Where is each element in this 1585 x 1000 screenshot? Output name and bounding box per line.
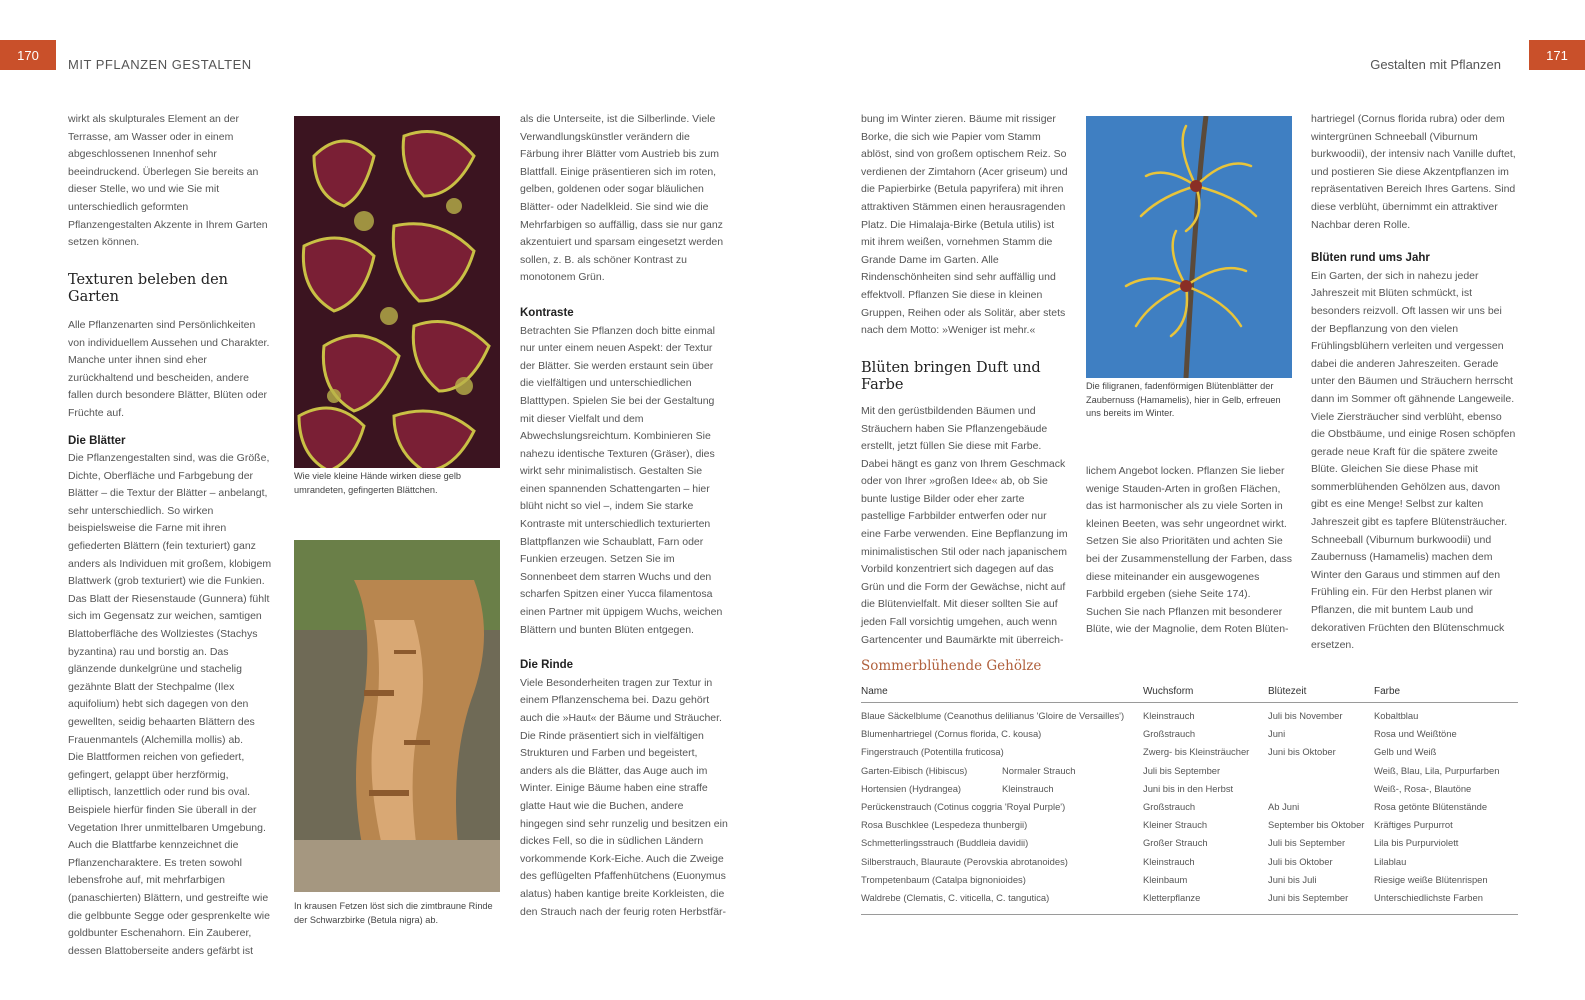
paragraph: wirkt als skulpturales Element an der Terrasse, am Wasser oder in einem abgeschlossenen Innenhof sehr beeindruckend. Überlegen Sie bereits an dieser Stelle, wo und wie Sie mit unterschiedlich geformten Pflanzengestalten Akzente in Ihrem Garten setzen können.: [68, 113, 268, 249]
column-header-name: Name: [861, 686, 888, 697]
paragraph: Betrachten Sie Pflanzen doch bitte einmal nur unter einem neuen Aspekt: der Textur der Blätter. Sie werden erstaunt sein über die vielfältigen und unterschiedlichen Blatttypen. Spielen Sie bei der Gestaltung mit dieser Vielfalt und dem Abwechslungsreichtum. Kombinieren Sie nahezu identische Texturen (Gräser), dies wirkt sehr minimalistisch. Gestalten Sie einen spannenden Schattengarten – hier blüht nicht so viel –, indem Sie starke Kontraste mit unterschiedlich texturierten Blattpflanzen wie Schaublatt, Farn oder Funkien erzeugen. Setzen Sie im Sonnenbeet dem starren Wuchs und den scharfen Spitzen einer Yucca filamentosa einen Partner mit üppigem Wuchs, weichen Blättern und bunten Blüten entgegen.: [520, 324, 723, 636]
table-row: [861, 765, 1518, 783]
table-row: [861, 874, 1518, 892]
cell-growth: Zwerg- bis Kleinsträucher: [1143, 746, 1250, 758]
cell-name: Silberstrauch, Blauraute (Perovskia abrotanoides): [861, 855, 1068, 867]
birch-bark-image: [294, 540, 500, 892]
table-row: [861, 728, 1518, 746]
coleus-leaves-photo: [294, 116, 500, 468]
cell-color: Rosa und Weißtöne: [1374, 728, 1457, 740]
hamamelis-image: [1086, 116, 1292, 378]
cell-growth: Kletterpflanze: [1143, 891, 1201, 903]
paragraph: Ein Garten, der sich in nahezu jeder Jahreszeit mit Blüten schmückt, ist besonders reizvoll. Oft lassen wir uns bei der Bepflanzung von den vielen Frühlingsblühern verleiten und vergessen dabei die anderen Jahreszeiten. Gerade unter den Bäumen und Sträuchern herrscht dann im Sommer oft gähnende Langeweile. Viele Ziersträucher sind verblüht, ebenso die Obstbäume, und einige Rosen schöpfen gerade neue Kraft für die spätere zweite Blüte. Gleichen Sie diese Phase mit sommerblühenden Gehölzen aus, davon gibt es eine Menge! Selbst zur kalten Jahreszeit gibt es tapfere Blütensträucher. Schneeball (Viburnum burkwoodii) und Zaubernuss (Hamamelis) machen dem Winter den Garaus und stimmen auf den Frühling ein. Für den Herbst planen wir Pflanzen, die mit buntem Laub und dekorativen Früchten den Blütenschmuck ersetzen.: [1311, 269, 1516, 652]
cell-color: Weiß, Blau, Lila, Purpurfarben: [1374, 764, 1500, 776]
table-body: [861, 703, 1518, 915]
column-header-growth: Wuchsform: [1143, 686, 1194, 697]
sub-heading: Die Rinde: [520, 659, 574, 672]
cell-name: Fingerstrauch (Potentilla fruticosa): [861, 746, 1004, 758]
paragraph: als die Unterseite, ist die Silberlinde. Viele Verwandlungskünstler verändern die Färbung ihrer Blätter vom Austrieb bis zum Blattfall. Einige präsentieren sich im roten, gelben, goldenen oder sogar bläulichen Blätter- oder Nadelkleid. Sie sind wie die Mehrfarbigen so auffällig, dass sie nur ganz akzentuiert und sparsam eingesetzt werden sollen, z. B. als schöner Kontrast zu monotonem Grün.: [520, 113, 724, 284]
cell-bloom: Juli bis September: [1268, 837, 1346, 849]
cell-color: Kobaltblau: [1374, 710, 1419, 721]
paragraph: Viele Besonderheiten tragen zur Textur in einem Pflanzenschema bei. Dazu gehört auch die »Haut« der Bäume und Sträucher. Die Rinde präsentiert sich in vielfältigen Strukturen und Farben und begeistert, anders als die Blätter, das Auge auch im Winter. Einige Bäume haben eine straffe glatte Haut wie die Buchen, andere hingegen sind sehr runzelig und besitzen ein dickes Fell, so die in südlichen Ländern vorkommende Kork-Eiche. Auch die Zweige des geflügelten Pfaffenhütchens (Euonymus alatus) haben kantige breite Korkleisten, die den Strauch nach der feurig roten Herbstfär-: [520, 676, 728, 918]
table-row: [861, 837, 1518, 855]
cell-growth: Kleiner Strauch: [1143, 819, 1208, 831]
paragraph: lichem Angebot locken. Pflanzen Sie lieber wenige Stauden-Arten in großen Flächen, das ist harmonischer als zu viele Sorten in kleinen Beeten, was sehr ungeordnet wirkt. Setzen Sie also Prioritäten und achten Sie bei der Zusammenstellung der Farben, dass diese miteinander ein ausgewogenes Farbbild ergeben (siehe Seite 174).: [1086, 465, 1293, 601]
cell-growth: Kleinstrauch: [1143, 855, 1195, 867]
cell-name: Waldrebe (Clematis, C. viticella, C. tangutica): [861, 891, 1050, 903]
cell-growth: Kleinstrauch: [1002, 782, 1054, 794]
column-header-bloom: Blütezeit: [1268, 686, 1307, 697]
table-row: [861, 710, 1518, 728]
cell-name: Rosa Buschklee (Lespedeza thunbergii): [861, 819, 1028, 831]
sub-heading: Blüten rund ums Jahr: [1311, 252, 1430, 265]
cell-color: Kräftiges Purpurrot: [1374, 819, 1453, 831]
cell-name: Hortensien (Hydrangea): [861, 782, 962, 794]
table-row: [861, 892, 1518, 910]
text-column-6: [1311, 111, 1518, 655]
paragraph: Die Pflanzengestalten sind, was die Größe, Dichte, Oberfläche und Farbgebung der Blätter – die Textur der Blätter – anbelangt, sehr unterschiedlich. So wirken beispielsweise die Farne mit ihren gefiederten Blättern (fein texturiert) ganz anders als Individuen mit großem, klobigem Blattwerk (grob texturiert) wie die Funkien. Das Blatt der Riesenstaude (Gunnera) fühlt sich im Gegensatz zur weichen, samtigen Blattoberfläche des Wollziestes (Stachys byzantina) rau und borstig an. Das glänzende dunkelgrüne und stachelig gezähnte Blatt der Stechpalme (Ilex aquifolium) hebt sich dagegen von den gewellten, seidig behaarten Blättern des Frauenmantels (Alchemilla mollis) ab.: [68, 452, 272, 746]
cell-growth: Großstrauch: [1143, 728, 1196, 740]
cell-growth: Kleinstrauch: [1143, 710, 1195, 721]
coleus-leaves-image: [294, 116, 500, 468]
coleus-caption: Wie viele kleine Hände wirken diese gelb umrandeten, gefingerten Blättchen.: [294, 471, 461, 495]
plants-table: [861, 686, 1518, 915]
paragraph: Suchen Sie nach Pflanzen mit besonderer Blüte, wie der Magnolie, dem Roten Blüten-: [1086, 605, 1289, 636]
paragraph: Auch die Blattfarbe kennzeichnet die Pflanzencharaktere. Es treten sowohl lebensfrohe auf, mit mehrfarbigen (panaschierten) Blättern, und gestreifte wie die gelbbunte Segge oder gesprenkelte wie goldbunter Eschenahorn. Ein Zauberer, dessen Blattoberseite anders gefärbt ist: [68, 839, 270, 957]
table-header: [861, 686, 1518, 703]
cell-growth: Normaler Strauch: [1002, 764, 1076, 776]
text-column-3: [520, 111, 728, 921]
cell-color: Rosa getönte Blütenstände: [1374, 800, 1488, 812]
cell-name: Garten-Eibisch (Hibiscus): [861, 764, 968, 776]
paragraph: Mit den gerüstbildenden Bäumen und Sträuchern haben Sie Pflanzengebäude erstellt, jetzt füllen Sie diese mit Farbe. Dabei hängt es ganz von Ihrem Geschmack oder von Ihrer »großen Idee« ab, ob Sie bunte lustige Bilder oder eher zarte pastellige Farbbilder entwerfen oder nur eine Farbe verwenden. Eine Bepflanzung im minimalistischen Stil oder nach japanischem Vorbild konzentriert sich dagegen auf das Grün und die Form der Gewächse, nicht auf die Blütenvielfalt. Mit dieser sollten Sie auf jeden Fall vorsichtig umgehen, auch wenn Gartencenter und Baumärkte mit überreich-: [861, 404, 1068, 646]
paragraph: Alle Pflanzenarten sind Persönlichkeiten von individuellem Aussehen und Charakter. Manche unter ihnen sind eher zurückhaltend und bescheiden, andere fallen durch besondere Blätter, Blüten oder Früchte auf.: [68, 318, 270, 419]
cell-bloom: Juni bis September: [1268, 891, 1349, 903]
hamamelis-caption: Die filigranen, fadenförmigen Blütenblätter der Zaubernuss (Hamamelis), hier in Gelb, erfreuen uns bereits im Winter.: [1086, 381, 1281, 418]
text-column-5: [1086, 463, 1294, 639]
cell-name: Schmetterlingsstrauch (Buddleia davidii): [861, 837, 1029, 849]
birch-caption: In krausen Fetzen löst sich die zimtbraune Rinde der Schwarzbirke (Betula nigra) ab.: [294, 901, 493, 925]
table-row: [861, 856, 1518, 874]
cell-growth: Großer Strauch: [1143, 837, 1208, 849]
cell-color: Gelb und Weiß: [1374, 746, 1437, 758]
cell-growth: Großstrauch: [1143, 800, 1196, 812]
sub-heading: Kontraste: [520, 306, 574, 319]
cell-name: Trompetenbaum (Catalpa bignonioides): [861, 873, 1026, 885]
cell-color: Weiß-, Rosa-, Blautöne: [1374, 782, 1472, 794]
cell-bloom: Ab Juni: [1268, 800, 1300, 812]
running-title-right: Gestalten mit Pflanzen: [1370, 57, 1501, 72]
text-column-4: [861, 111, 1069, 649]
cell-bloom: Juli bis September: [1143, 764, 1221, 776]
cell-bloom: Juni bis Juli: [1268, 873, 1317, 885]
cell-name: Blumenhartriegel (Cornus florida, C. kousa): [861, 728, 1042, 740]
page-number-left: 170: [0, 40, 56, 70]
cell-growth: Kleinbaum: [1143, 873, 1188, 885]
cell-name: Blaue Säckelblume (Ceanothus delilianus 'Gloire de Versailles'): [861, 710, 1125, 721]
birch-bark-photo: [294, 540, 500, 892]
table-row: [861, 746, 1518, 764]
table-row: [861, 819, 1518, 837]
cell-bloom: Juni bis in den Herbst: [1143, 782, 1234, 794]
sub-heading: Die Blätter: [68, 434, 126, 447]
table-title: Sommerblühende Gehölze: [861, 658, 1042, 674]
cell-color: Lilablau: [1374, 855, 1407, 867]
column-header-color: Farbe: [1374, 686, 1401, 697]
section-heading: Blüten bringen Duft und Farbe: [861, 359, 1041, 394]
hamamelis-photo: [1086, 116, 1292, 378]
cell-bloom: Juni: [1268, 728, 1286, 740]
page-number-right: 171: [1529, 40, 1585, 70]
section-heading: Texturen beleben den Garten: [68, 271, 229, 306]
paragraph: bung im Winter zieren. Bäume mit rissiger Borke, die sich wie Papier vom Stamm ablöst, sind von großem optischem Reiz. So verdienen der Zimtahorn (Acer griseum) und die Papierbirke (Betula papyrifera) mit ihren attraktiven Stämmen einen herausragenden Platz. Die Himalaja-Birke (Betula utilis) ist mit ihrem weißen, vornehmen Stamm die Grande Dame im Garten. Alle Rindenschönheiten sind sehr auffällig und effektvoll. Pflanzen Sie diese in kleinen Gruppen, Reihen oder als Solitär, aber stets nach dem Motto: »Weniger ist mehr.«: [861, 113, 1068, 337]
table-row: [861, 783, 1518, 801]
running-title-left: MIT PFLANZEN GESTALTEN: [68, 57, 252, 72]
cell-bloom: Juni bis Oktober: [1268, 746, 1336, 758]
cell-color: Riesige weiße Blütenrispen: [1374, 873, 1488, 885]
paragraph: Die Blattformen reichen von gefiedert, gefingert, gelappt über herzförmig, elliptisch, lanzettlich oder rund bis oval. Beispiele hierfür finden Sie überall in der Vegetation Ihrer unmittelbaren Umgebung.: [68, 751, 266, 834]
cell-name: Perückenstrauch (Cotinus coggria 'Royal Purple'): [861, 800, 1066, 812]
cell-bloom: September bis Oktober: [1268, 819, 1365, 831]
cell-color: Lila bis Purpurviolett: [1374, 837, 1459, 849]
text-column-1: [68, 111, 273, 960]
cell-bloom: Juli bis November: [1268, 710, 1343, 721]
cell-bloom: Juli bis Oktober: [1268, 855, 1333, 867]
paragraph: hartriegel (Cornus florida rubra) oder dem wintergrünen Schneeball (Viburnum burkwoodii), der intensiv nach Vanille duftet, und postieren Sie diese Akzentpflanzen im repräsentativen Bereich Ihres Gartens. Sind diese verblüht, übernimmt ein attraktiver Nachbar deren Rolle.: [1311, 113, 1516, 231]
cell-color: Unterschiedlichste Farben: [1374, 891, 1483, 903]
table-row: [861, 801, 1518, 819]
